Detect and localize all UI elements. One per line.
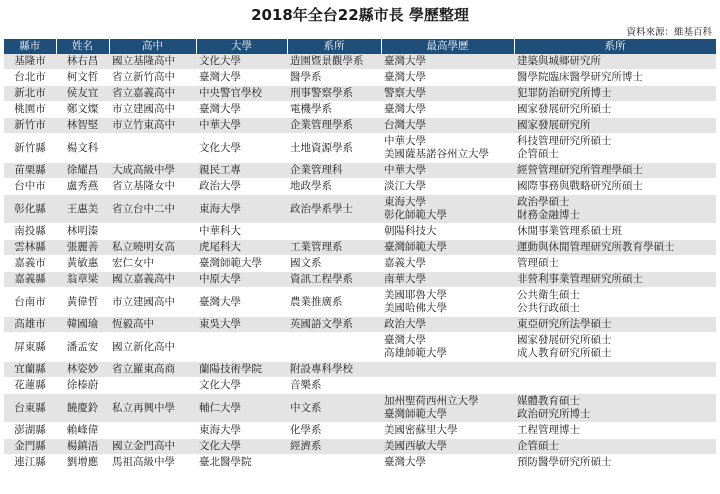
cell-department-line: 經濟系 — [290, 440, 322, 452]
cell-name: 張麗善 — [56, 240, 109, 256]
cell-university — [196, 86, 287, 102]
cell-department-line: 醫學系 — [290, 71, 322, 83]
cell-department — [287, 362, 381, 378]
cell-degree-department-line: 財務金融博士 — [517, 209, 580, 221]
cell-department — [287, 54, 381, 70]
cell-city: 台北市 — [4, 70, 56, 86]
cell-department-line: 農業推廣系 — [290, 295, 343, 308]
cell-high-school — [109, 195, 196, 224]
cell-degree-department — [514, 423, 716, 439]
cell-university-line: 東吳大學 — [199, 318, 241, 330]
cell-degree-department — [514, 118, 716, 134]
cell-city: 嘉義市 — [4, 256, 56, 272]
cell-highest-degree — [381, 362, 514, 378]
cell-degree-department — [514, 179, 716, 195]
cell-highest-degree — [381, 224, 514, 240]
table-row — [4, 317, 716, 333]
cell-degree-department-line: 政治研究所博士 — [517, 408, 591, 420]
cell-degree-department-line: 國家發展研究所碩士 — [517, 103, 612, 115]
cell-name: 翁章梁 — [56, 272, 109, 288]
cell-department — [287, 439, 381, 455]
cell-degree-department-line: 經營管理研究所管理學碩士 — [517, 164, 643, 176]
cell-degree-department-line: 預防醫學研究所碩士 — [517, 456, 612, 468]
cell-department — [287, 224, 381, 240]
cell-name: 林右昌 — [56, 54, 109, 70]
cell-department — [287, 333, 381, 362]
cell-degree-department — [514, 102, 716, 118]
table-body — [4, 54, 716, 471]
cell-high-school-line: 市立竹東高中 — [112, 119, 175, 131]
cell-name: 黃偉哲 — [56, 288, 109, 317]
cell-department — [287, 394, 381, 423]
cell-department — [287, 163, 381, 179]
cell-department-line: 企業管理科 — [290, 164, 343, 176]
cell-name: 柯文哲 — [56, 70, 109, 86]
cell-degree-department — [514, 134, 716, 163]
cell-high-school-line: 市立建國高中 — [112, 295, 175, 308]
cell-department — [287, 272, 381, 288]
cell-degree-department-line: 管理碩士 — [517, 257, 559, 269]
cell-highest-degree — [381, 439, 514, 455]
cell-degree-department-line: 醫學院臨床醫學研究所博士 — [517, 71, 643, 83]
table-row — [4, 362, 716, 378]
cell-high-school — [109, 317, 196, 333]
cell-high-school-line: 國立基隆高中 — [112, 55, 175, 67]
cell-degree-department-line: 國家發展研究所碩士 — [517, 334, 612, 346]
cell-university-line: 蘭陽技術學院 — [199, 363, 262, 375]
cell-degree-department — [514, 70, 716, 86]
cell-highest-degree — [381, 54, 514, 70]
table-row — [4, 240, 716, 256]
cell-department-line: 國文系 — [290, 257, 322, 269]
cell-name: 徐榛蔚 — [56, 378, 109, 394]
cell-degree-department-line: 國家發展研究所 — [517, 119, 591, 131]
cell-university — [196, 423, 287, 439]
cell-name: 鄭文燦 — [56, 102, 109, 118]
cell-highest-degree-line: 臺灣大學 — [384, 456, 426, 468]
cell-university — [196, 118, 287, 134]
cell-high-school — [109, 118, 196, 134]
cell-city: 新北市 — [4, 86, 56, 102]
cell-high-school-line: 省立台中二中 — [112, 202, 175, 215]
table-row — [4, 256, 716, 272]
table-row — [4, 378, 716, 394]
cell-city: 台東縣 — [4, 394, 56, 423]
cell-city: 高雄市 — [4, 317, 56, 333]
cell-department-line: 造園暨景觀學系 — [290, 55, 364, 67]
cell-high-school-line: 大成高級中學 — [112, 164, 175, 176]
cell-degree-department-line: 工程管理博士 — [517, 424, 580, 436]
cell-department-line: 附設專科學校 — [290, 363, 353, 375]
cell-degree-department-line: 公共行政碩士 — [517, 302, 580, 314]
header-city: 縣市 — [4, 39, 56, 54]
header-name: 姓名 — [56, 39, 109, 54]
cell-university — [196, 288, 287, 317]
cell-name: 劉增應 — [56, 455, 109, 471]
cell-degree-department — [514, 54, 716, 70]
cell-university-line: 輔仁大學 — [199, 401, 241, 414]
cell-degree-department-line: 成人教育研究所碩士 — [517, 347, 612, 359]
cell-degree-department — [514, 272, 716, 288]
cell-university-line: 虎尾科大 — [199, 241, 241, 253]
cell-highest-degree — [381, 378, 514, 394]
cell-highest-degree-line: 美國薩基諾谷州立大學 — [384, 148, 489, 160]
cell-city: 澎湖縣 — [4, 423, 56, 439]
cell-university-line: 文化大學 — [199, 379, 241, 391]
cell-name: 林姿妙 — [56, 362, 109, 378]
table-row — [4, 272, 716, 288]
cell-city: 屏東縣 — [4, 333, 56, 362]
cell-city: 花蓮縣 — [4, 378, 56, 394]
cell-highest-degree — [381, 86, 514, 102]
cell-university-line: 文化大學 — [199, 55, 241, 67]
cell-name: 韓國瑜 — [56, 317, 109, 333]
cell-degree-department — [514, 163, 716, 179]
cell-department — [287, 256, 381, 272]
cell-high-school — [109, 240, 196, 256]
table-row — [4, 394, 716, 423]
cell-department — [287, 317, 381, 333]
cell-university — [196, 134, 287, 163]
cell-highest-degree — [381, 272, 514, 288]
cell-highest-degree-line: 南華大學 — [384, 273, 426, 285]
cell-degree-department-line: 休閒事業管理系碩士班 — [517, 225, 622, 237]
cell-highest-degree-line: 台灣大學 — [384, 119, 426, 131]
cell-degree-department — [514, 362, 716, 378]
cell-highest-degree-line: 高雄師範大學 — [384, 347, 447, 359]
cell-department-line: 英國語文學系 — [290, 318, 353, 330]
cell-high-school — [109, 394, 196, 423]
table-row — [4, 86, 716, 102]
cell-university — [196, 333, 287, 362]
cell-degree-department-line: 國際事務與戰略研究所碩士 — [517, 180, 643, 192]
cell-highest-degree-line: 美國密蘇里大學 — [384, 424, 458, 436]
cell-city: 宜蘭縣 — [4, 362, 56, 378]
cell-highest-degree-line: 淡江大學 — [384, 180, 426, 192]
cell-university — [196, 179, 287, 195]
cell-highest-degree-line: 警察大學 — [384, 87, 426, 99]
cell-department — [287, 102, 381, 118]
cell-high-school — [109, 362, 196, 378]
cell-high-school — [109, 333, 196, 362]
cell-high-school — [109, 86, 196, 102]
cell-degree-department — [514, 317, 716, 333]
header-degree-department: 系所 — [514, 39, 716, 54]
cell-department — [287, 378, 381, 394]
cell-university-line: 中原大學 — [199, 273, 241, 285]
cell-highest-degree — [381, 134, 514, 163]
cell-degree-department — [514, 439, 716, 455]
cell-highest-degree-line: 政治大學 — [384, 318, 426, 330]
cell-highest-degree-line: 美國耶魯大學 — [384, 289, 447, 301]
cell-high-school — [109, 423, 196, 439]
cell-highest-degree — [381, 195, 514, 224]
table-row — [4, 70, 716, 86]
cell-department-line: 電機學系 — [290, 103, 332, 115]
table-row — [4, 224, 716, 240]
cell-highest-degree-line: 彰化師範大學 — [384, 209, 447, 221]
cell-highest-degree-line: 臺灣大學 — [384, 103, 426, 115]
table-row — [4, 195, 716, 224]
table-row — [4, 333, 716, 362]
cell-city: 南投縣 — [4, 224, 56, 240]
cell-highest-degree-line: 朝陽科技大 — [384, 225, 437, 237]
cell-highest-degree — [381, 333, 514, 362]
cell-high-school — [109, 455, 196, 471]
cell-highest-degree — [381, 163, 514, 179]
cell-university — [196, 256, 287, 272]
cell-university-line: 東海大學 — [199, 424, 241, 436]
cell-high-school — [109, 288, 196, 317]
cell-high-school — [109, 102, 196, 118]
cell-university — [196, 394, 287, 423]
cell-university-line: 中華大學 — [199, 119, 241, 131]
cell-university — [196, 70, 287, 86]
cell-university — [196, 272, 287, 288]
cell-university-line: 中華科大 — [199, 225, 241, 237]
cell-degree-department — [514, 86, 716, 102]
cell-name: 潘孟安 — [56, 333, 109, 362]
cell-name: 楊鎮浯 — [56, 439, 109, 455]
cell-highest-degree-line: 嘉義大學 — [384, 257, 426, 269]
cell-high-school-line: 省立基隆女中 — [112, 180, 175, 192]
cell-name: 賴峰偉 — [56, 423, 109, 439]
cell-degree-department — [514, 378, 716, 394]
cell-name: 林智堅 — [56, 118, 109, 134]
cell-university — [196, 317, 287, 333]
cell-department — [287, 118, 381, 134]
cell-department-line: 中文系 — [290, 401, 322, 414]
cell-university — [196, 240, 287, 256]
cell-university-line: 臺灣大學 — [199, 295, 241, 308]
cell-high-school-line: 私立再興中學 — [112, 401, 175, 414]
cell-high-school — [109, 378, 196, 394]
cell-degree-department — [514, 288, 716, 317]
cell-department — [287, 455, 381, 471]
cell-high-school-line: 馬祖高級中學 — [112, 456, 175, 468]
cell-department-line: 地政學系 — [290, 180, 332, 192]
header-high-school: 高中 — [109, 39, 196, 54]
cell-degree-department-line: 政治學碩士 — [517, 196, 570, 208]
cell-highest-degree — [381, 118, 514, 134]
cell-university-line: 臺灣大學 — [199, 103, 241, 115]
table-row — [4, 118, 716, 134]
cell-highest-degree — [381, 70, 514, 86]
cell-university-line: 東海大學 — [199, 202, 241, 215]
cell-degree-department-line: 媒體教育碩士 — [517, 395, 580, 407]
cell-high-school-line: 市立建國高中 — [112, 103, 175, 115]
cell-high-school — [109, 179, 196, 195]
cell-highest-degree-line: 臺灣大學 — [384, 334, 426, 346]
cell-high-school-line: 宏仁女中 — [112, 257, 154, 269]
cell-department-line: 土地資源學系 — [290, 141, 353, 154]
mayor-education-table — [4, 39, 717, 471]
page-title: 2018年全台22縣市長 學歷整理 — [251, 6, 469, 24]
cell-degree-department-line: 非營利事業管理研究所碩士 — [517, 273, 643, 285]
cell-department — [287, 195, 381, 224]
cell-degree-department-line: 科技管理研究所碩士 — [517, 135, 612, 147]
cell-city: 台南市 — [4, 288, 56, 317]
cell-university-line: 臺灣大學 — [199, 71, 241, 83]
table-row — [4, 134, 716, 163]
cell-university — [196, 378, 287, 394]
cell-department — [287, 179, 381, 195]
cell-degree-department-line: 企管碩士 — [517, 440, 559, 452]
cell-department-line: 刑事警察學系 — [290, 87, 353, 99]
cell-name: 徐耀昌 — [56, 163, 109, 179]
cell-high-school-line: 國立新化高中 — [112, 340, 175, 353]
cell-highest-degree-line: 臺灣師範大學 — [384, 408, 447, 420]
cell-highest-degree-line: 美國西敏大學 — [384, 440, 447, 452]
cell-highest-degree — [381, 394, 514, 423]
cell-highest-degree-line: 東海大學 — [384, 196, 426, 208]
cell-highest-degree — [381, 102, 514, 118]
cell-city: 基隆市 — [4, 54, 56, 70]
table-row — [4, 54, 716, 70]
cell-name: 饒慶鈴 — [56, 394, 109, 423]
cell-university — [196, 439, 287, 455]
header-department: 系所 — [287, 39, 381, 54]
cell-high-school — [109, 256, 196, 272]
cell-high-school-line: 恆毅高中 — [112, 318, 154, 330]
cell-city: 桃園市 — [4, 102, 56, 118]
cell-university — [196, 224, 287, 240]
cell-degree-department-line: 運動與休閒管理研究所教育學碩士 — [517, 241, 675, 253]
cell-high-school-line: 國立金門高中 — [112, 440, 175, 452]
cell-highest-degree-line: 中華大學 — [384, 135, 426, 147]
cell-department-line: 化學系 — [290, 424, 322, 436]
cell-university-line: 臺灣師範大學 — [199, 257, 262, 269]
table-row — [4, 102, 716, 118]
cell-highest-degree — [381, 455, 514, 471]
cell-degree-department — [514, 195, 716, 224]
cell-highest-degree-line: 美國哈佛大學 — [384, 302, 447, 314]
cell-department-line: 音樂系 — [290, 379, 322, 391]
cell-high-school-line: 省立羅東高商 — [112, 363, 175, 375]
cell-highest-degree-line: 中華大學 — [384, 164, 426, 176]
cell-department — [287, 70, 381, 86]
cell-department — [287, 288, 381, 317]
cell-degree-department — [514, 394, 716, 423]
cell-high-school — [109, 163, 196, 179]
cell-high-school-line: 省立新竹高中 — [112, 71, 175, 83]
cell-high-school-line: 省立嘉義高中 — [112, 87, 175, 99]
cell-highest-degree-line: 臺灣師範大學 — [384, 241, 447, 253]
table-row — [4, 423, 716, 439]
table-row — [4, 179, 716, 195]
cell-high-school — [109, 224, 196, 240]
header-university: 大學 — [196, 39, 287, 54]
cell-city: 彰化縣 — [4, 195, 56, 224]
cell-high-school-line: 國立嘉義高中 — [112, 273, 175, 285]
cell-highest-degree — [381, 256, 514, 272]
cell-university-line: 中央警官學校 — [199, 87, 262, 99]
cell-university — [196, 102, 287, 118]
cell-city: 嘉義縣 — [4, 272, 56, 288]
cell-name: 侯友宜 — [56, 86, 109, 102]
cell-highest-degree — [381, 288, 514, 317]
cell-degree-department — [514, 455, 716, 471]
cell-department-line: 資訊工程學系 — [290, 273, 353, 285]
cell-department-line: 工業管理系 — [290, 241, 343, 253]
cell-high-school — [109, 54, 196, 70]
cell-university — [196, 163, 287, 179]
cell-department — [287, 423, 381, 439]
cell-degree-department — [514, 224, 716, 240]
cell-highest-degree-line: 臺灣大學 — [384, 71, 426, 83]
cell-highest-degree — [381, 240, 514, 256]
cell-university-line: 文化大學 — [199, 141, 241, 154]
cell-university — [196, 362, 287, 378]
cell-university-line: 臺北醫學院 — [199, 456, 252, 468]
cell-name: 林明溱 — [56, 224, 109, 240]
cell-university — [196, 455, 287, 471]
cell-highest-degree — [381, 179, 514, 195]
cell-city: 連江縣 — [4, 455, 56, 471]
cell-name: 王惠美 — [56, 195, 109, 224]
cell-university-line: 政治大學 — [199, 180, 241, 192]
table-header-row — [4, 39, 716, 54]
cell-degree-department-line: 建築與城鄉研究所 — [517, 55, 601, 67]
cell-name: 盧秀燕 — [56, 179, 109, 195]
cell-high-school — [109, 70, 196, 86]
cell-name: 黃敏惠 — [56, 256, 109, 272]
source-note: 資料來源：維基百科 — [626, 27, 712, 38]
cell-city: 新竹市 — [4, 118, 56, 134]
cell-department — [287, 134, 381, 163]
cell-department — [287, 240, 381, 256]
cell-department — [287, 86, 381, 102]
cell-city: 新竹縣 — [4, 134, 56, 163]
cell-degree-department-line: 東亞研究所法學碩士 — [517, 318, 612, 330]
cell-degree-department-line: 企管碩士 — [517, 148, 559, 160]
cell-degree-department — [514, 240, 716, 256]
header-highest-degree: 最高學歷 — [381, 39, 514, 54]
cell-highest-degree-line: 臺灣大學 — [384, 55, 426, 67]
cell-high-school — [109, 134, 196, 163]
cell-department-line: 政治學系學士 — [290, 202, 353, 215]
cell-university — [196, 195, 287, 224]
cell-high-school — [109, 272, 196, 288]
cell-city: 金門縣 — [4, 439, 56, 455]
cell-university — [196, 54, 287, 70]
cell-city: 苗栗縣 — [4, 163, 56, 179]
cell-degree-department — [514, 333, 716, 362]
cell-department-line: 企業管理學系 — [290, 119, 353, 131]
table-row — [4, 439, 716, 455]
cell-degree-department-line: 犯罪防治研究所博士 — [517, 87, 612, 99]
cell-high-school-line: 私立曉明女高 — [112, 241, 175, 253]
table-row — [4, 163, 716, 179]
cell-university-line: 文化大學 — [199, 440, 241, 452]
cell-degree-department-line: 公共衛生碩士 — [517, 289, 580, 301]
cell-name: 楊文科 — [56, 134, 109, 163]
cell-degree-department — [514, 256, 716, 272]
table-row — [4, 288, 716, 317]
cell-highest-degree — [381, 423, 514, 439]
cell-city: 台中市 — [4, 179, 56, 195]
cell-highest-degree — [381, 317, 514, 333]
cell-high-school — [109, 439, 196, 455]
cell-city: 雲林縣 — [4, 240, 56, 256]
table-row — [4, 455, 716, 471]
cell-university-line: 親民工專 — [199, 164, 241, 176]
cell-highest-degree-line: 加州聖荷西州立大學 — [384, 395, 479, 407]
